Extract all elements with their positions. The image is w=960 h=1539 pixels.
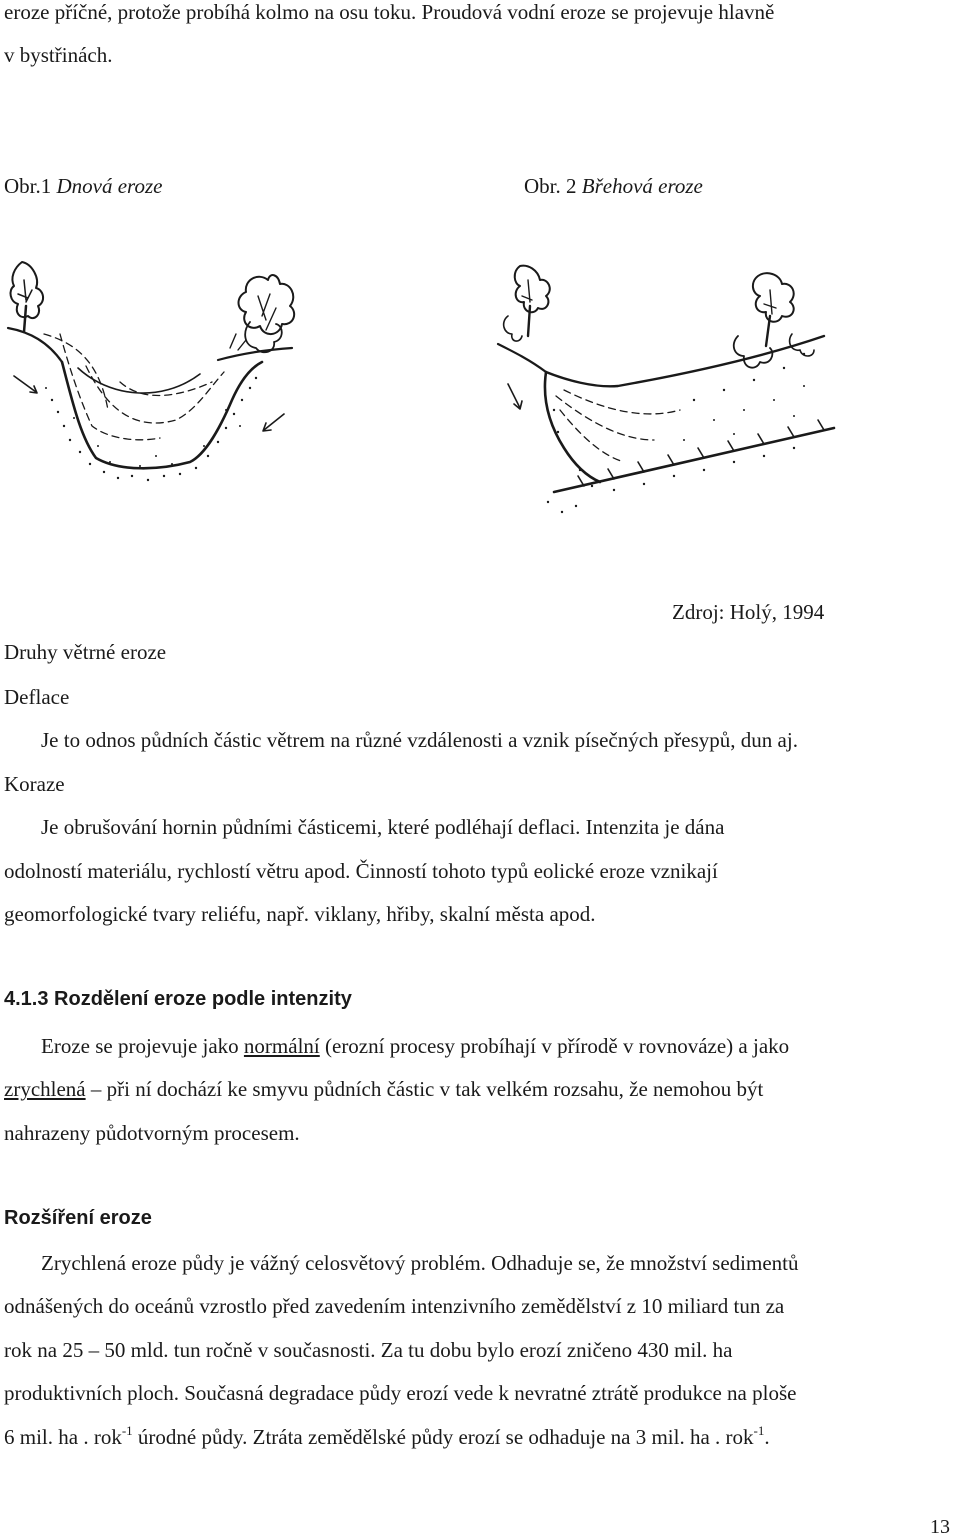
section-heading-spread: Rozšíření eroze [4,1207,152,1229]
intensity-line-1: Eroze se projevuje jako normální (erozní procesy probíhají v přírodě v rovnováze) a jako [41,1034,790,1058]
deflace-text: Je to odnos půdních částic větrem na různé vzdálenosti a vznik písečných přesypů, dun aj. [41,728,798,752]
spread-line-1: Zrychlená eroze půdy je vážný celosvětový problém. Odhaduje se, že množství sedimentů [41,1251,799,1275]
koraze-line-2: odolností materiálu, rychlostí větru apod. Činností tohoto typů eolické eroze vznikají [4,859,718,883]
intensity-line-2: zrychlená – při ní dochází ke smyvu půdních částic v tak velkém rozsahu, že nemohou být [4,1077,764,1101]
intensity-line-3: nahrazeny půdotvorným procesem. [4,1121,300,1145]
figure-2-title: Břehová eroze [581,174,703,198]
spread-line-3: rok na 25 – 50 mld. tun ročně v současnosti. Za tu dobu bylo erozí zničeno 430 mil. ha [4,1338,733,1362]
intro-line-1: eroze příčné, protože probíhá kolmo na osu toku. Proudová vodní eroze se projevuje hlavně [4,0,775,24]
term-accelerated: zrychlená [4,1077,86,1101]
term-normal: normální [243,1034,320,1058]
section-heading-intensity: 4.1.3 Rozdělení eroze podle intenzity [4,988,352,1010]
bed-erosion-illustration [0,250,320,490]
soil-stipple-2 [547,353,805,513]
figure-1-number: Obr.1 [4,174,57,198]
deflace-label: Deflace [4,685,70,709]
koraze-label: Koraze [4,772,65,796]
intro-line-2: v bystřinách. [4,43,113,67]
koraze-line-3: geomorfologické tvary reliéfu, např. viklany, hřiby, skalní města apod. [4,902,596,926]
spread-line-2: odnášených do oceánů vzrostlo před zavedením intenzivního zemědělství z 10 miliard tun za [4,1294,785,1318]
spread-line-4: produktivních ploch. Současná degradace půdy erozí vede k nevratné ztrátě produkce na ploše [4,1381,797,1405]
page-number: 13 [930,1516,950,1538]
koraze-line-1: Je obrušování hornin půdními částicemi, které podléhají deflaci. Intenzita je dána [41,815,725,839]
wind-erosion-title: Druhy větrné eroze [4,640,167,664]
figure-1-title: Dnová eroze [56,174,163,198]
bank-erosion-illustration [494,250,854,525]
spread-line-5: 6 mil. ha . rok$^{-1}$ úrodné půdy. Ztráta zemědělské půdy erozí se odhaduje na 3 mil. ha . rok$^{-1}$. [4,1423,770,1449]
figure-2-number: Obr. 2 [524,174,582,198]
figure-2-caption [524,174,703,199]
figure-source: Zdroj: Holý, 1994 [672,600,825,624]
figure-1-caption [4,174,162,199]
